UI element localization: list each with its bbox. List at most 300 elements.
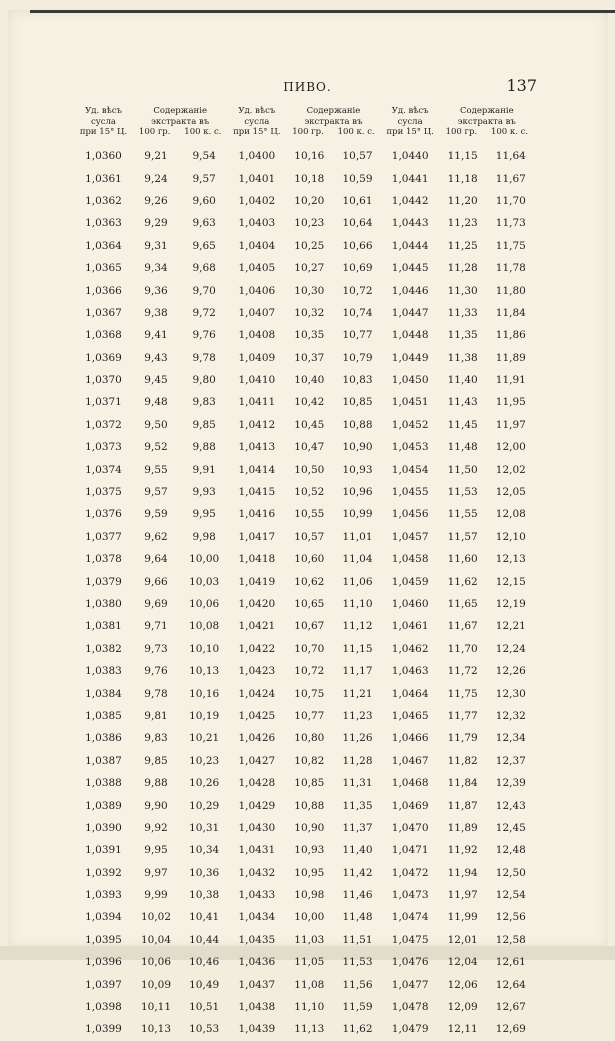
specific-gravity-cell: 1,0477: [391, 978, 429, 991]
header-line: Уд. вѣсъ: [391, 106, 429, 116]
row-group: [75, 329, 228, 341]
extract-100g-cell: 11,60: [447, 553, 478, 566]
row-group: [75, 710, 228, 722]
row-group: [75, 441, 228, 453]
extract-100cc-cell: 12,34: [495, 732, 526, 745]
extract-100cc-cell: 9,57: [192, 172, 216, 185]
specific-gravity-cell: 1,0385: [85, 709, 122, 722]
extract-100cc-cell: 12,69: [495, 1023, 526, 1036]
row-group: [228, 777, 381, 789]
specific-gravity-cell: 1,0370: [85, 374, 122, 387]
specific-gravity-cell: 1,0420: [238, 598, 276, 610]
gravity-extract-table: [75, 105, 535, 1041]
extract-100g-cell: 10,30: [294, 284, 325, 297]
extract-100g-cell: 9,48: [144, 396, 168, 409]
extract-100cc-cell: 10,53: [189, 1023, 220, 1036]
row-group: [228, 150, 381, 162]
table-row: [75, 414, 535, 436]
extract-100cc-cell: 12,58: [495, 933, 526, 946]
specific-gravity-cell: 1,0380: [85, 598, 122, 610]
extract-100cc-cell: 11,01: [342, 530, 373, 543]
table-row: [75, 458, 535, 480]
extract-100g-cell: 9,81: [144, 709, 168, 722]
extract-100cc-cell: 12,50: [495, 866, 526, 879]
extract-100cc-cell: 12,48: [495, 844, 526, 857]
specific-gravity-cell: 1,0468: [391, 777, 429, 790]
extract-100g-cell: 11,82: [447, 754, 478, 767]
specific-gravity-cell: 1,0476: [391, 956, 429, 969]
specific-gravity-cell: 1,0439: [238, 1023, 276, 1036]
specific-gravity-cell: 1,0430: [238, 821, 276, 834]
row-group: [75, 195, 228, 207]
row-group: [382, 195, 535, 207]
table-row: [75, 593, 535, 615]
header-line: экстракта въ: [457, 116, 516, 127]
extract-100g-cell: 10,77: [294, 709, 325, 722]
extract-100g-cell: 9,64: [144, 553, 168, 566]
row-group: [382, 576, 535, 588]
table-row: [75, 257, 535, 279]
extract-100g-cell: 10,50: [294, 463, 325, 476]
extract-100cc-cell: 12,39: [495, 777, 526, 790]
extract-100g-cell: 11,10: [294, 1001, 325, 1014]
row-group: [382, 1023, 535, 1035]
extract-100g-cell: 10,40: [294, 374, 325, 387]
specific-gravity-cell: 1,0450: [391, 374, 429, 387]
extract-100g-cell: 9,73: [144, 642, 168, 655]
specific-gravity-cell: 1,0418: [238, 553, 276, 566]
extract-100cc-cell: 10,90: [342, 441, 373, 454]
per-100cc-header: 100 к. с.: [490, 127, 529, 137]
extract-100cc-cell: 12,08: [495, 508, 526, 521]
extract-100g-cell: 10,82: [294, 754, 325, 767]
extract-100g-cell: 11,05: [294, 956, 325, 969]
specific-gravity-cell: 1,0469: [391, 799, 429, 812]
row-group: [382, 441, 535, 453]
extract-100cc-cell: 11,89: [495, 351, 526, 364]
extract-100g-cell: 11,77: [447, 709, 478, 722]
specific-gravity-cell: 1,0401: [238, 172, 276, 185]
row-group: [75, 173, 228, 185]
extract-100cc-cell: 9,83: [192, 396, 216, 409]
extract-100cc-cell: 12,21: [495, 620, 526, 633]
row-group: [75, 822, 228, 834]
extract-100cc-cell: 12,54: [495, 889, 526, 902]
extract-100cc-cell: 9,93: [192, 486, 216, 499]
extract-100cc-cell: 10,99: [342, 508, 373, 521]
extract-100cc-cell: 10,10: [189, 642, 220, 655]
row-group: [75, 889, 228, 901]
extract-100cc-cell: 11,37: [342, 821, 373, 834]
table-row: [75, 951, 535, 973]
specific-gravity-cell: 1,0360: [85, 150, 122, 163]
header-line: при 15° Ц.: [233, 127, 281, 137]
row-group: [382, 822, 535, 834]
row-group: [75, 262, 228, 274]
row-group: [382, 598, 535, 610]
table-row: [75, 727, 535, 749]
table-row: [75, 862, 535, 884]
extract-100cc-cell: 11,46: [342, 889, 373, 902]
extract-100g-cell: 11,08: [294, 978, 325, 991]
specific-gravity-cell: 1,0363: [85, 217, 122, 230]
extract-subheader: [285, 127, 381, 138]
extract-100g-cell: 12,04: [447, 956, 478, 969]
extract-100g-cell: 9,76: [144, 665, 168, 678]
extract-100cc-cell: 11,59: [342, 1001, 373, 1014]
specific-gravity-cell: 1,0377: [85, 530, 122, 543]
row-group: [75, 419, 228, 431]
row-group: [228, 352, 381, 364]
extract-100cc-cell: 9,72: [192, 306, 216, 319]
extract-100cc-cell: 10,16: [189, 687, 220, 700]
row-group: [75, 508, 228, 520]
extract-100cc-cell: 11,97: [495, 418, 526, 431]
extract-100g-cell: 9,85: [144, 754, 168, 767]
row-group: [228, 374, 381, 386]
extract-100g-cell: 10,09: [140, 978, 172, 991]
row-group: [228, 262, 381, 274]
extract-100g-cell: 10,57: [294, 530, 325, 543]
specific-gravity-cell: 1,0464: [391, 687, 429, 700]
specific-gravity-cell: 1,0374: [85, 463, 122, 476]
specific-gravity-cell: 1,0415: [238, 486, 276, 499]
specific-gravity-cell: 1,0473: [391, 889, 429, 902]
header-line: сусла: [91, 116, 116, 127]
extract-100g-cell: 11,92: [447, 844, 478, 857]
extract-100g-cell: 10,98: [294, 889, 325, 902]
specific-gravity-cell: 1,0470: [391, 821, 429, 834]
row-group: [382, 240, 535, 252]
extract-100g-cell: 11,38: [447, 351, 478, 364]
row-group: [75, 374, 228, 386]
extract-100cc-cell: 10,49: [189, 978, 220, 991]
extract-100g-cell: 11,53: [447, 486, 478, 499]
header-line: Содержаніе: [460, 106, 514, 116]
extract-100cc-cell: 10,08: [189, 620, 220, 633]
specific-gravity-header: [382, 105, 439, 145]
specific-gravity-cell: 1,0459: [391, 575, 429, 588]
extract-100cc-cell: 12,64: [495, 978, 526, 991]
extract-100g-cell: 11,57: [447, 530, 478, 543]
specific-gravity-cell: 1,0460: [391, 598, 429, 610]
extract-100cc-cell: 10,38: [189, 889, 220, 902]
row-group: [75, 576, 228, 588]
row-group: [228, 396, 381, 408]
extract-100g-cell: 9,99: [144, 889, 168, 902]
extract-100g-cell: 10,70: [294, 642, 325, 655]
specific-gravity-cell: 1,0412: [238, 418, 276, 431]
row-group: [382, 755, 535, 767]
extract-100cc-cell: 12,10: [495, 530, 526, 543]
extract-100g-cell: 9,38: [144, 306, 168, 319]
extract-100g-cell: 10,00: [294, 911, 325, 924]
extract-100cc-cell: 11,17: [342, 665, 373, 678]
row-group: [75, 688, 228, 700]
extract-100g-cell: 9,24: [144, 172, 168, 185]
specific-gravity-cell: 1,0393: [85, 889, 122, 902]
extract-100cc-cell: 11,15: [342, 642, 373, 655]
extract-100g-cell: 10,80: [294, 732, 325, 745]
extract-subheader: [439, 127, 535, 138]
extract-100cc-cell: 10,85: [342, 396, 373, 409]
extract-100cc-cell: 11,04: [342, 553, 373, 566]
row-group: [228, 643, 381, 655]
extract-100cc-cell: 10,77: [342, 329, 373, 342]
row-group: [228, 329, 381, 341]
row-group: [228, 889, 381, 901]
extract-100cc-cell: 11,64: [495, 150, 526, 163]
extract-100g-cell: 11,30: [447, 284, 478, 297]
specific-gravity-cell: 1,0463: [391, 665, 429, 678]
row-group: [228, 486, 381, 498]
specific-gravity-cell: 1,0474: [391, 911, 429, 924]
row-group: [228, 1001, 381, 1013]
extract-100cc-cell: 10,57: [342, 150, 373, 163]
specific-gravity-cell: 1,0373: [85, 441, 122, 454]
extract-100cc-cell: 10,21: [189, 732, 220, 745]
specific-gravity-cell: 1,0478: [391, 1001, 429, 1014]
extract-100cc-cell: 12,26: [495, 665, 526, 678]
extract-100g-cell: 12,11: [447, 1023, 478, 1036]
extract-100cc-cell: 10,29: [189, 799, 220, 812]
specific-gravity-cell: 1,0440: [391, 150, 429, 163]
row-group: [75, 867, 228, 879]
header-line: экстракта въ: [304, 116, 363, 127]
extract-100cc-cell: 9,85: [192, 418, 216, 431]
extract-100cc-cell: 12,15: [495, 575, 526, 588]
row-group: [75, 150, 228, 162]
row-group: [382, 508, 535, 520]
row-group: [228, 867, 381, 879]
extract-100g-cell: 9,52: [144, 441, 168, 454]
header-line: при 15° Ц.: [386, 127, 434, 137]
row-group: [75, 598, 228, 610]
extract-100g-cell: 10,67: [294, 620, 325, 633]
row-group: [75, 352, 228, 364]
extract-100g-cell: 11,48: [447, 441, 478, 454]
extract-100g-cell: 11,87: [447, 799, 478, 812]
extract-100cc-cell: 10,61: [342, 194, 373, 207]
row-group: [382, 396, 535, 408]
extract-100g-cell: 10,35: [294, 329, 325, 342]
row-group: [228, 822, 381, 834]
specific-gravity-cell: 1,0434: [238, 911, 276, 924]
row-group: [75, 911, 228, 923]
row-group: [228, 508, 381, 520]
extract-100g-cell: 11,28: [447, 262, 478, 275]
extract-100g-cell: 9,71: [144, 620, 168, 633]
specific-gravity-cell: 1,0404: [238, 239, 276, 252]
row-group: [382, 553, 535, 565]
extract-100cc-cell: 11,06: [342, 575, 373, 588]
table-row: [75, 750, 535, 772]
row-group: [382, 777, 535, 789]
extract-100g-cell: 10,42: [294, 396, 325, 409]
extract-100cc-cell: 11,21: [342, 687, 373, 700]
row-group: [75, 396, 228, 408]
row-group: [382, 956, 535, 968]
specific-gravity-cell: 1,0396: [85, 956, 122, 969]
extract-100g-cell: 11,25: [447, 239, 478, 252]
row-group: [382, 620, 535, 632]
extract-100cc-cell: 9,60: [192, 194, 216, 207]
extract-100cc-cell: 11,70: [495, 194, 526, 207]
row-group: [75, 979, 228, 991]
row-group: [382, 889, 535, 901]
specific-gravity-cell: 1,0367: [85, 306, 122, 319]
extract-100g-cell: 9,57: [144, 486, 168, 499]
extract-100g-cell: 11,20: [447, 194, 478, 207]
specific-gravity-cell: 1,0375: [85, 486, 122, 499]
extract-100g-cell: 9,66: [144, 575, 168, 588]
specific-gravity-cell: 1,0471: [391, 844, 429, 857]
extract-100g-cell: 9,95: [144, 844, 168, 857]
table-row: [75, 324, 535, 346]
per-100cc-header: 100 к. с.: [184, 127, 222, 137]
row-group: [228, 598, 381, 610]
specific-gravity-cell: 1,0449: [391, 351, 429, 364]
extract-100cc-cell: 10,46: [189, 956, 220, 969]
specific-gravity-cell: 1,0402: [238, 194, 276, 207]
extract-100cc-cell: 11,84: [495, 306, 526, 319]
extract-100cc-cell: 11,95: [495, 396, 526, 409]
extract-100cc-cell: 12,56: [495, 911, 526, 924]
extract-100cc-cell: 11,51: [342, 933, 373, 946]
extract-100g-cell: 10,23: [294, 217, 325, 230]
row-group: [75, 732, 228, 744]
extract-100cc-cell: 9,98: [192, 530, 216, 543]
row-group: [75, 755, 228, 767]
table-row: [75, 772, 535, 794]
extract-100g-cell: 11,89: [447, 821, 478, 834]
extract-100cc-cell: 10,00: [189, 553, 220, 566]
specific-gravity-cell: 1,0376: [85, 508, 122, 521]
per-100cc-header: 100 к. с.: [337, 127, 375, 137]
row-group: [228, 979, 381, 991]
row-group: [228, 240, 381, 252]
specific-gravity-cell: 1,0397: [85, 978, 122, 991]
table-row: [75, 906, 535, 928]
extract-100cc-cell: 10,44: [189, 933, 220, 946]
extract-100cc-cell: 9,65: [192, 239, 216, 252]
row-group: [75, 285, 228, 297]
table-row: [75, 391, 535, 413]
extract-100g-cell: 10,27: [294, 262, 325, 275]
extract-100cc-cell: 10,51: [189, 1001, 220, 1014]
row-group: [228, 173, 381, 185]
row-group: [228, 217, 381, 229]
extract-100g-cell: 9,21: [144, 150, 168, 163]
per-100g-header: 100 гр.: [445, 127, 478, 137]
table-row: [75, 503, 535, 525]
extract-100cc-cell: 11,78: [495, 262, 526, 275]
extract-100g-cell: 10,85: [294, 777, 325, 790]
row-group: [75, 1023, 228, 1035]
extract-100g-cell: 9,90: [144, 799, 168, 812]
extract-100g-cell: 10,72: [294, 665, 325, 678]
row-group: [382, 352, 535, 364]
table-row: [75, 1018, 535, 1040]
row-group: [228, 800, 381, 812]
extract-100cc-cell: 11,35: [342, 799, 373, 812]
extract-100g-cell: 11,94: [447, 866, 478, 879]
table-row: [75, 682, 535, 704]
table-row: [75, 884, 535, 906]
table-row: [75, 660, 535, 682]
extract-100cc-cell: 11,91: [495, 374, 526, 387]
specific-gravity-cell: 1,0390: [85, 821, 122, 834]
extract-100g-cell: 9,88: [144, 777, 168, 790]
specific-gravity-cell: 1,0422: [238, 642, 276, 655]
row-group: [382, 374, 535, 386]
row-group: [382, 911, 535, 923]
specific-gravity-cell: 1,0461: [391, 620, 429, 633]
row-group: [228, 553, 381, 565]
specific-gravity-cell: 1,0383: [85, 665, 122, 678]
row-group: [382, 665, 535, 677]
header-line: Уд. вѣсъ: [238, 106, 276, 116]
extract-100cc-cell: 11,12: [342, 620, 373, 633]
extract-100g-cell: 11,40: [447, 374, 478, 387]
row-group: [228, 755, 381, 767]
header-line: Уд. вѣсъ: [85, 106, 122, 116]
extract-100cc-cell: 9,54: [192, 150, 216, 163]
extract-100g-cell: 9,83: [144, 732, 168, 745]
specific-gravity-cell: 1,0365: [85, 262, 122, 275]
extract-100g-cell: 10,13: [140, 1023, 172, 1036]
row-group: [75, 307, 228, 319]
row-group: [228, 956, 381, 968]
specific-gravity-cell: 1,0435: [238, 933, 276, 946]
extract-100cc-cell: 11,42: [342, 866, 373, 879]
table-row: [75, 638, 535, 660]
specific-gravity-cell: 1,0437: [238, 978, 276, 991]
extract-100g-cell: 9,36: [144, 284, 168, 297]
row-group: [382, 732, 535, 744]
row-group: [228, 710, 381, 722]
row-group: [382, 150, 535, 162]
row-group: [382, 307, 535, 319]
specific-gravity-cell: 1,0368: [85, 329, 122, 342]
extract-100cc-cell: 12,43: [495, 799, 526, 812]
extract-100cc-cell: 10,06: [189, 598, 220, 610]
specific-gravity-cell: 1,0391: [85, 844, 122, 857]
row-group: [382, 531, 535, 543]
extract-100cc-cell: 9,88: [192, 441, 216, 454]
specific-gravity-cell: 1,0431: [238, 844, 276, 857]
specific-gravity-cell: 1,0395: [85, 933, 122, 946]
extract-100cc-cell: 12,00: [495, 441, 526, 454]
table-body: [75, 145, 535, 1041]
extract-100cc-cell: 10,03: [189, 575, 220, 588]
table-row: [75, 145, 535, 167]
extract-100g-cell: 11,55: [447, 508, 478, 521]
specific-gravity-cell: 1,0453: [391, 441, 429, 454]
row-group: [228, 620, 381, 632]
extract-100g-cell: 10,88: [294, 799, 325, 812]
row-group: [382, 979, 535, 991]
extract-header: [439, 105, 535, 145]
extract-100cc-cell: 11,80: [495, 284, 526, 297]
extract-100g-cell: 11,23: [447, 217, 478, 230]
per-100g-header: 100 гр.: [292, 127, 324, 137]
specific-gravity-cell: 1,0443: [391, 217, 429, 230]
specific-gravity-cell: 1,0386: [85, 732, 122, 745]
extract-100cc-cell: 12,32: [495, 709, 526, 722]
row-group: [382, 1001, 535, 1013]
table-row: [75, 190, 535, 212]
